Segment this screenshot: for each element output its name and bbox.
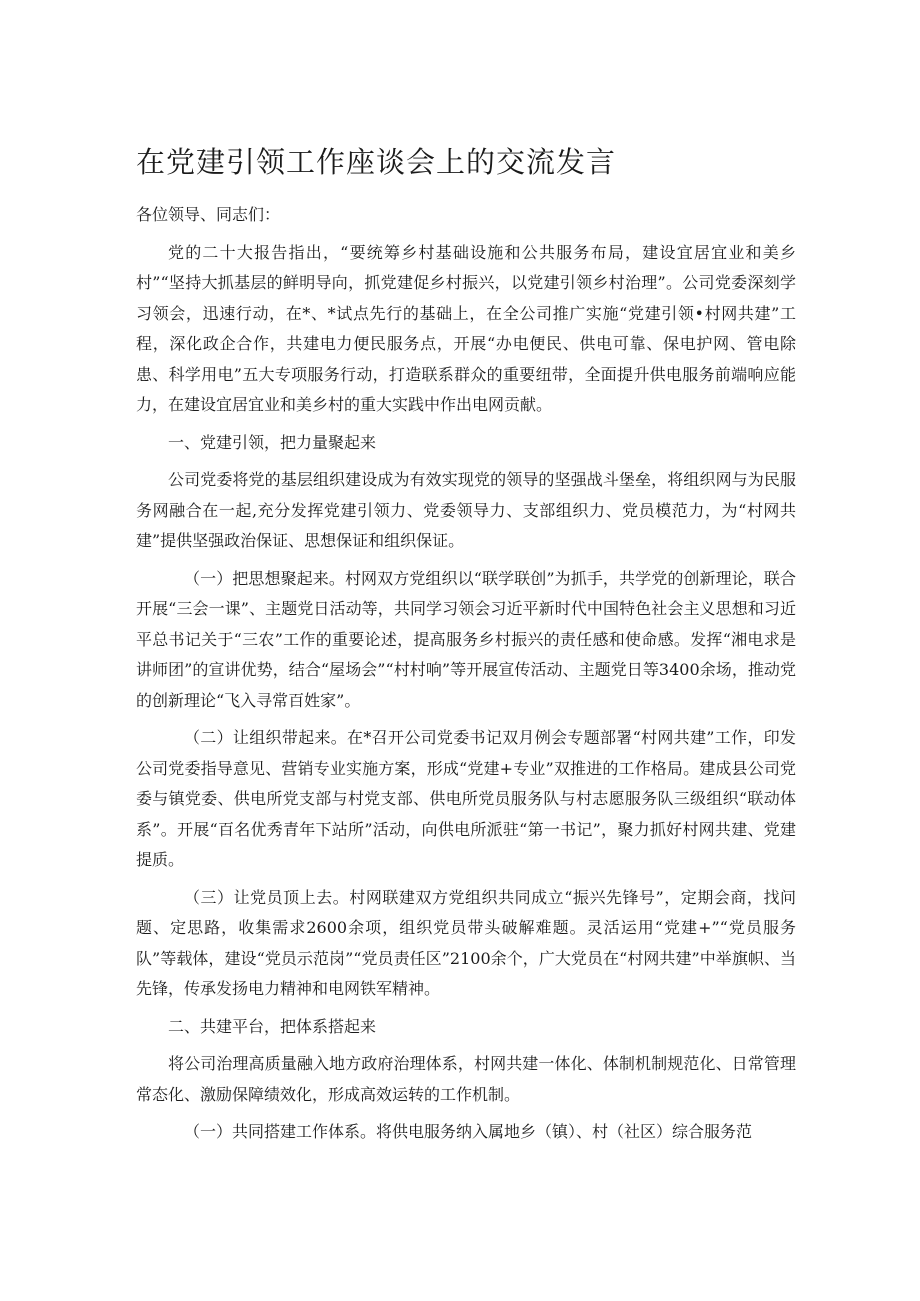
paragraph: 公司党委将党的基层组织建设成为有效实现党的领导的坚强战斗堡垒，将组织网与为民服务网融合在一起,充分发挥党建引领力、党委领导力、支部组织力、党员模范力，为“村网共建”提供坚强政治保证、思想保证和组织保证。 xyxy=(136,470,796,550)
subsection-paragraph: （一）把思想聚起来。村网双方党组织以“联学联创”为抓手，共学党的创新理论，联合开展“三会一课”、主题党日活动等，共同学习领会习近平新时代中国特色社会主义思想和习近平总书记关于“三农”工作的重要论述，提高服务乡村振兴的责任感和使命感。发挥“湘电求是讲师团”的宣讲优势，结合“屋场会”“村村响”等开展宣传活动、主题党日等3400余场，推动党的创新理论“飞入寻常百姓家”。 xyxy=(136,568,796,710)
document-title: 在党建引领工作座谈会上的交流发言 xyxy=(136,145,617,179)
subsection-paragraph: （三）让党员顶上去。村网联建双方党组织共同成立“振兴先锋号”，定期会商，找问题、定思路，收集需求2600余项，组织党员带头破解难题。灵活运用“党建+”“党员服务队”等载体，建设“党员示范岗”“党员责任区”2100余个，广大党员在“村网共建”中举旗帜、当先锋，传承发扬电力精神和电网铁军精神。 xyxy=(136,887,796,998)
subsection-paragraph: （一）共同搭建工作体系。将供电服务纳入属地乡（镇）、村（社区）综合服务范 xyxy=(184,1122,753,1141)
salutation: 各位领导、同志们： xyxy=(136,205,281,224)
section-heading: 一、党建引领，把力量聚起来 xyxy=(168,432,377,452)
document-body xyxy=(136,200,796,1155)
paragraph: 党的二十大报告指出，“要统筹乡村基础设施和公共服务布局，建设宜居宜业和美乡村”“坚持大抓基层的鲜明导向，抓党建促乡村振兴，以党建引领乡村治理”。公司党委深刻学习领会，迅速行动，在*、*试点先行的基础上，在全公司推广实施“党建引领•村网共建”工程，深化政企合作，共建电力便民服务点，开展“办电便民、供电可靠、保电护网、管电除患、科学用电”五大专项服务行动，打造联系群众的重要纽带，全面提升供电服务前端响应能力，在建设宜居宜业和美乡村的重大实践中作出电网贡献。 xyxy=(136,242,796,414)
section-heading: 二、共建平台，把体系搭起来 xyxy=(168,1016,377,1036)
paragraph: 将公司治理高质量融入地方政府治理体系，村网共建一体化、体制机制规范化、日常管理常态化、激励保障绩效化，形成高效运转的工作机制。 xyxy=(136,1054,796,1104)
subsection-paragraph: （二）让组织带起来。在*召开公司党委书记双月例会专题部署“村网共建”工作，印发公司党委指导意见、营销专业实施方案，形成“党建+专业”双推进的工作格局。建成县公司党委与镇党委、供电所党支部与村党支部、供电所党员服务队与村志愿服务队三级组织“联动体系”。开展“百名优秀青年下站所”活动，向供电所派驻“第一书记”，聚力抓好村网共建、党建提质。 xyxy=(136,728,796,869)
